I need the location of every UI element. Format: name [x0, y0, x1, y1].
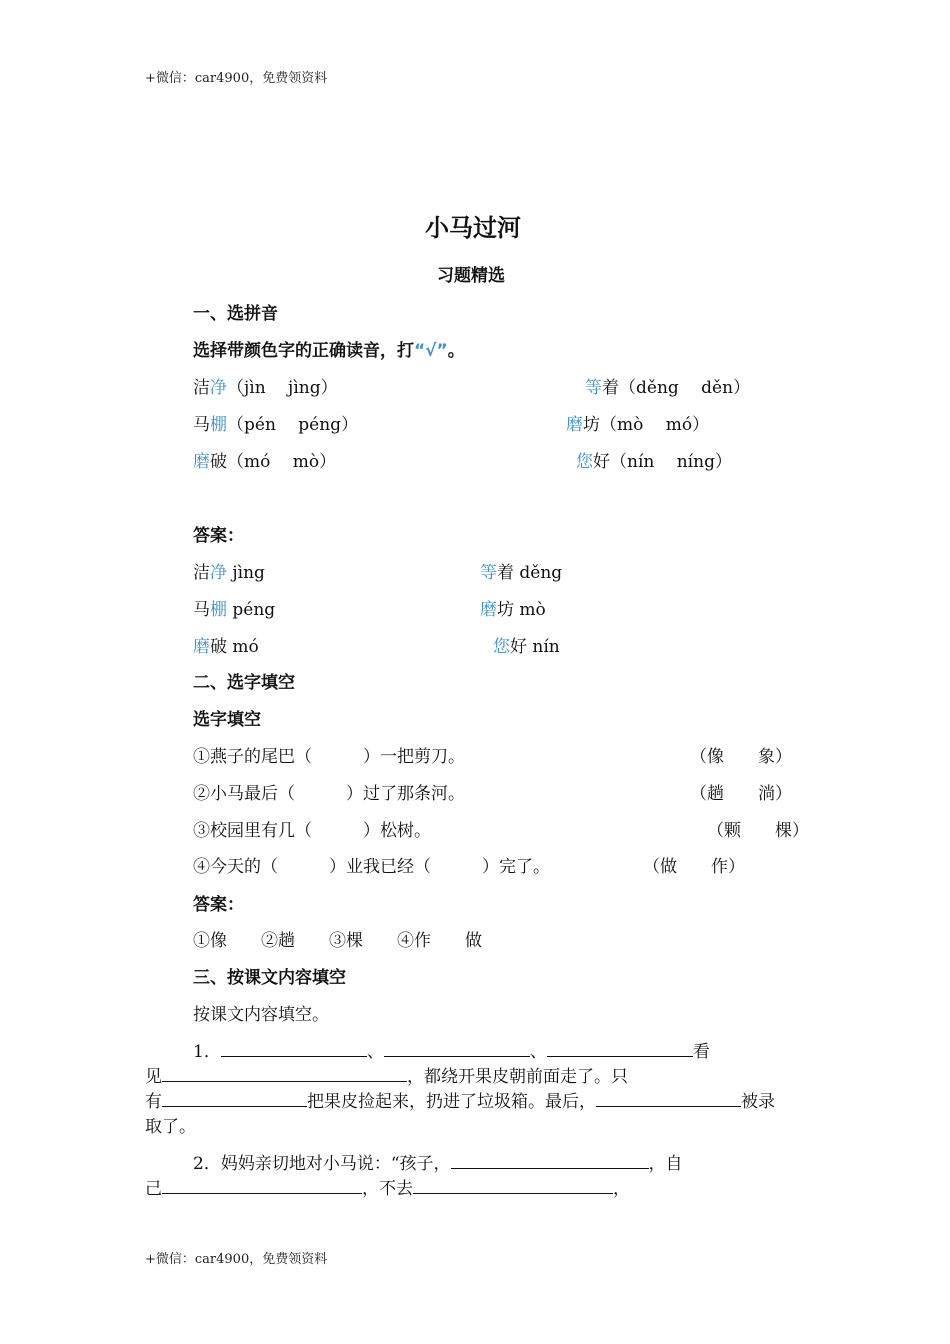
answer-text: ①像 ②趟 ③棵 ④作 做: [193, 931, 482, 951]
fill-item-options: （做 作）: [643, 857, 745, 877]
pinyin-item: 等着（děng děn）: [585, 378, 751, 398]
answer-item: 洁净 jìng: [193, 563, 265, 583]
section1-heading: 一、选拼音: [193, 304, 278, 324]
section3-heading: 三、按课文内容填空: [193, 968, 346, 988]
fill-item-text: ①燕子的尾巴（ ）一把剪刀。: [193, 747, 465, 767]
watermark-top: +微信：car4900，免费领资料: [145, 71, 328, 86]
instruction-end: 。: [447, 341, 465, 361]
section2-subheading: 选字填空: [193, 710, 261, 730]
fill-item-options: （趟 淌）: [690, 784, 792, 804]
page-subtitle: 习题精选: [437, 266, 505, 286]
question-1-line2: 见 ，都绕开果皮朝前面走了。只: [145, 1067, 628, 1087]
answer-label: 答案：: [193, 895, 244, 915]
answer-item: 磨坊 mò: [480, 600, 546, 620]
question-1-line1: 1． 、 、 看: [193, 1042, 710, 1062]
page-title: 小马过河: [425, 214, 521, 242]
fill-item-options: （像 象）: [690, 747, 792, 767]
checkmark-symbol: “√”: [414, 341, 448, 361]
question-1-line4: 取了。: [145, 1117, 196, 1137]
section3-instruction: 按课文内容填空。: [193, 1005, 329, 1025]
fill-item-text: ④今天的（ ）业我已经（ ）完了。: [193, 857, 550, 877]
pinyin-item: 磨坊（mò mó）: [566, 415, 710, 435]
fill-item-options: （颗 棵）: [707, 821, 809, 841]
question-2-line1: 2．妈妈亲切地对小马说：“孩子， ，自: [193, 1154, 683, 1174]
fill-item-text: ③校园里有几（ ）松树。: [193, 821, 431, 841]
pinyin-item: 洁净（jìn jìng）: [193, 378, 338, 398]
instruction-text: 选择带颜色字的正确读音，打: [193, 341, 414, 361]
question-2-line2: 己 ，不去 ，: [145, 1179, 630, 1199]
answer-item: 磨破 mó: [193, 637, 259, 657]
fill-item-text: ②小马最后（ ）过了那条河。: [193, 784, 465, 804]
answer-label: 答案：: [193, 526, 244, 546]
answer-item: 等着 děng: [480, 563, 563, 583]
answer-item: 马棚 péng: [193, 600, 276, 620]
section1-instruction: [193, 336, 465, 361]
question-1-line3: 有 把果皮捡起来，扔进了垃圾箱。最后， 被录: [145, 1092, 775, 1112]
answer-item: 您好 nín: [493, 637, 560, 657]
pinyin-item: 您好（nín níng）: [576, 452, 732, 472]
pinyin-item: 马棚（pén péng）: [193, 415, 359, 435]
watermark-bottom: +微信：car4900，免费领资料: [145, 1252, 328, 1267]
pinyin-item: 磨破（mó mò）: [193, 452, 337, 472]
section2-heading: 二、选字填空: [193, 673, 295, 693]
